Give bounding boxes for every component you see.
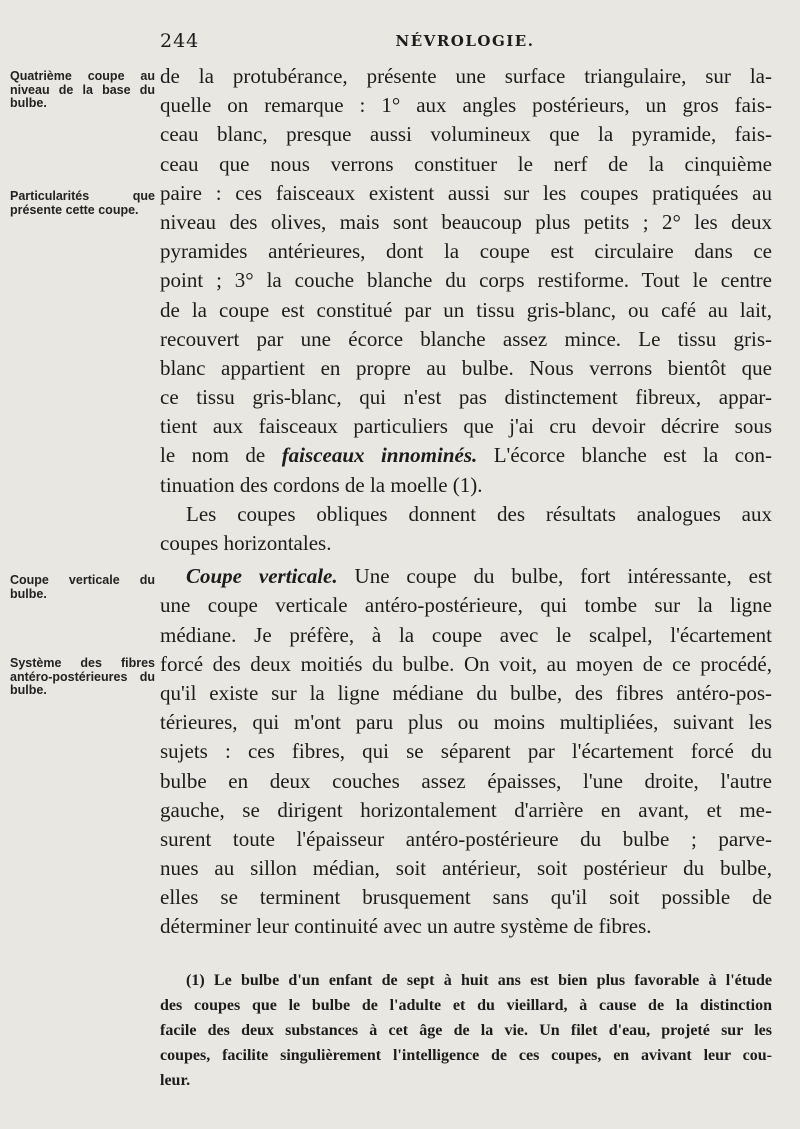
text-line: recouvert par une écorce blanche assez mince. Le tissu gris- — [160, 326, 772, 351]
text-line: nues au sillon médian, soit antérieur, soit postérieur du bulbe, — [160, 856, 772, 881]
text-line: tinuation des cordons de la moelle (1). — [160, 472, 483, 497]
footnote-line: facile des deux substances à cet âge de la vie. Un filet d'eau, projeté sur les — [160, 1022, 772, 1039]
text-line — [160, 562, 772, 591]
margin-note: Quatrième coupe au niveau de la base du bulbe. — [10, 69, 155, 110]
text-line: médiane. Je préfère, à la coupe avec le scalpel, l'écartement — [160, 622, 772, 647]
text-line: ceau blanc, presque aussi volumineux que la pyramide, fais- — [160, 122, 772, 147]
text-line: surent toute l'épaisseur antéro-postérieure du bulbe ; parve- — [160, 826, 772, 851]
section-heading: Coupe verticale. — [186, 564, 338, 589]
text-line: point ; 3° la couche blanche du corps restiforme. Tout le centre — [160, 268, 772, 293]
text-line: forcé des deux moitiés du bulbe. On voit, au moyen de ce procédé, — [160, 651, 772, 676]
footnote — [160, 968, 772, 1093]
text-line: blanc appartient en propre au bulbe. Nous verrons bientôt que — [160, 355, 772, 380]
text-run: L'écorce blanche est la con- — [477, 443, 772, 468]
emphasis-term: faisceaux innominés. — [281, 443, 478, 468]
text-line — [160, 441, 772, 470]
text-line: déterminer leur continuité avec un autre système de fibres. — [160, 914, 652, 939]
page-header — [160, 30, 770, 56]
margin-note: Coupe verticale du bulbe. — [10, 573, 155, 601]
text-line: quelle on remarque : 1° aux angles postérieurs, un gros fais- — [160, 93, 772, 118]
text-line: une coupe verticale antéro-postérieure, qui tombe sur la ligne — [160, 593, 772, 618]
text-line: qu'il existe sur la ligne médiane du bulbe, des fibres antéro-pos- — [160, 680, 772, 705]
text-line: Les coupes obliques donnent des résultats analogues aux — [186, 501, 772, 526]
text-line: ceau que nous verrons constituer le nerf de la cinquième — [160, 151, 772, 176]
text-line: gauche, se dirigent horizontalement d'arrière en avant, et me- — [160, 797, 772, 822]
footnote-line: leur. — [160, 1072, 191, 1089]
text-line: bulbe en deux couches assez épaisses, l'une droite, l'autre — [160, 768, 772, 793]
text-run: Une coupe du bulbe, fort intéressante, est — [337, 564, 772, 589]
text-run: le nom de — [160, 443, 282, 468]
text-line: coupes horizontales. — [160, 531, 332, 555]
footnote-line: (1) Le bulbe d'un enfant de sept à huit ans est bien plus favorable à l'étude — [186, 972, 772, 989]
running-title: NÉVROLOGIE. — [395, 32, 535, 50]
footnote-line: des coupes que le bulbe de l'adulte et du vieillard, à cause de la distinction — [160, 997, 772, 1014]
text-line: térieures, qui m'ont paru plus ou moins multipliées, suivant les — [160, 710, 772, 735]
text-line: de la protubérance, présente une surface triangulaire, sur la- — [160, 64, 772, 88]
text-line: de la coupe est constitué par un tissu gris-blanc, ou café au lait, — [160, 297, 772, 322]
page-number: 244 — [160, 30, 200, 52]
margin-note: Système des fibres antéro-postérieures du bulbe. — [10, 656, 155, 697]
text-line: pyramides antérieures, dont la coupe est circulaire dans ce — [160, 239, 772, 264]
text-line: ce tissu gris-blanc, qui n'est pas distinctement fibreux, appar- — [160, 385, 772, 410]
text-line: paire : ces faisceaux existent aussi sur les coupes pratiquées au — [160, 180, 772, 205]
text-line: elles se terminent brusquement sans qu'il soit possible de — [160, 885, 772, 910]
body-text — [160, 62, 772, 942]
margin-note: Particularités que présente cette coupe. — [10, 189, 155, 217]
text-line: tient aux faisceaux particuliers que j'ai cru devoir décrire sous — [160, 414, 772, 439]
text-line: niveau des olives, mais sont beaucoup plus petits ; 2° les deux — [160, 209, 772, 234]
text-line: sujets : ces fibres, qui se séparent par l'écartement forcé du — [160, 739, 772, 764]
footnote-line: coupes, facilite singulièrement l'intelligence de ces coupes, en avivant leur cou- — [160, 1047, 772, 1064]
